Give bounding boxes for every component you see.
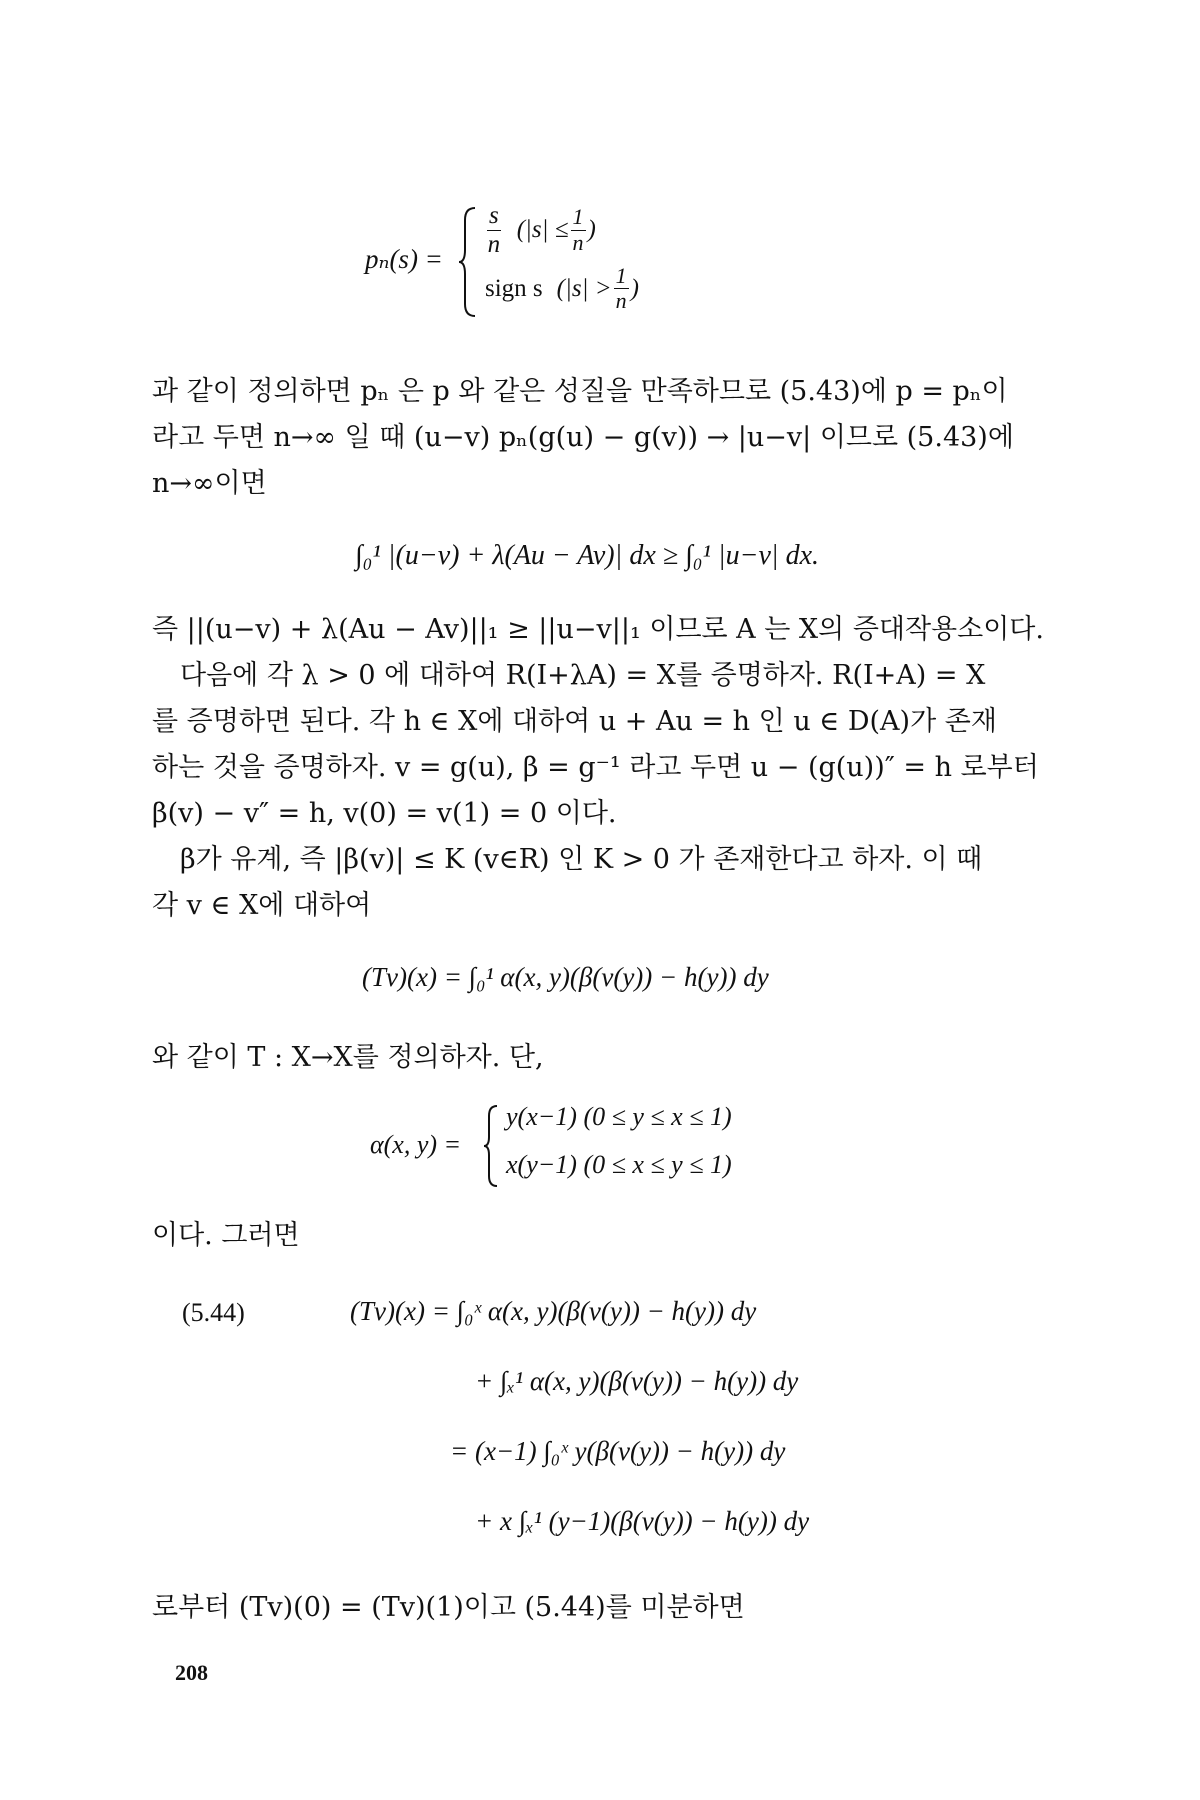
paragraph-3-line-2: 각 v ∈ X에 대하여 xyxy=(152,890,372,921)
equation-5-44-line-1: (Tv)(x) = ∫₀ˣ α(x, y)(β(v(y)) − h(y)) dy xyxy=(350,1296,757,1326)
equation-integral-inequality: ∫₀¹ |(u−v) + λ(Au − Av)| dx ≥ ∫₀¹ |u−v| dx. xyxy=(355,540,820,571)
paragraph-2-line-5: β(v) − v″ = h, v(0) = v(1) = 0 이다. xyxy=(152,798,617,829)
paragraph-1-line-2: 라고 두면 n→∞ 일 때 (u−v) pₙ(g(u) − g(v)) → |u−v| 이므로 (5.43)에 xyxy=(152,422,1014,453)
equation-pn xyxy=(365,202,695,322)
paragraph-5: 이다. 그러면 xyxy=(152,1220,300,1251)
equation-pn-lhs: pₙ(s) = xyxy=(365,244,443,274)
left-brace-icon xyxy=(457,206,479,318)
paragraph-4: 와 같이 T : X→X를 정의하자. 단, xyxy=(152,1042,544,1073)
paragraph-6: 로부터 (Tv)(0) = (Tv)(1)이고 (5.44)를 미분하면 xyxy=(152,1592,745,1623)
equation-pn-case2: sign s (|s| > $\frac{1}{n}$ ) xyxy=(485,263,639,314)
paragraph-1-line-1: 과 같이 정의하면 pₙ 은 p 와 같은 성질을 만족하므로 (5.43)에 p = pₙ이 xyxy=(152,376,1008,407)
equation-5-44-line-2: + ∫ₓ¹ α(x, y)(β(v(y)) − h(y)) dy xyxy=(475,1366,799,1396)
paragraph-2-line-2: 다음에 각 λ > 0 에 대하여 R(I+λA) = X를 증명하자. R(I+A) = X xyxy=(180,660,986,691)
equation-5-44-line-3: = (x−1) ∫₀ˣ y(β(v(y)) − h(y)) dy xyxy=(450,1436,786,1466)
equation-alpha-lhs: α(x, y) = xyxy=(370,1130,462,1159)
paragraph-2-line-4: 하는 것을 증명하자. v = g(u), β = g⁻¹ 라고 두면 u − (g(u))″ = h 로부터 xyxy=(152,752,1039,783)
page-number: 208 xyxy=(175,1660,208,1685)
equation-5-44-line-4: + x ∫ₓ¹ (y−1)(β(v(y)) − h(y)) dy xyxy=(475,1506,810,1536)
equation-pn-case1: $\frac{s}{n}$ (|s| ≤ $\frac{1}{n}$ ) xyxy=(487,202,596,258)
left-brace-icon xyxy=(482,1104,500,1188)
paragraph-2-line-3: 를 증명하면 된다. 각 h ∈ X에 대하여 u + Au = h 인 u ∈ D(A)가 존재 xyxy=(152,706,997,737)
equation-Tv: (Tv)(x) = ∫₀¹ α(x, y)(β(v(y)) − h(y)) dy xyxy=(362,962,769,992)
equation-alpha-case-1: y(x−1) (0 ≤ y ≤ x ≤ 1) xyxy=(506,1102,732,1131)
paragraph-2-line-1: 즉 ||(u−v) + λ(Au − Av)||₁ ≥ ||u−v||₁ 이므로 A 는 X의 증대작용소이다. xyxy=(152,614,1044,645)
paragraph-1-line-3: n→∞이면 xyxy=(152,468,267,499)
equation-alpha xyxy=(370,1098,850,1194)
paragraph-3-line-1: β가 유계, 즉 |β(v)| ≤ K (v∈R) 인 K > 0 가 존재한다고 하자. 이 때 xyxy=(180,844,983,875)
equation-alpha-case-2: x(y−1) (0 ≤ x ≤ y ≤ 1) xyxy=(506,1150,732,1179)
equation-5-44-label: (5.44) xyxy=(182,1298,245,1327)
